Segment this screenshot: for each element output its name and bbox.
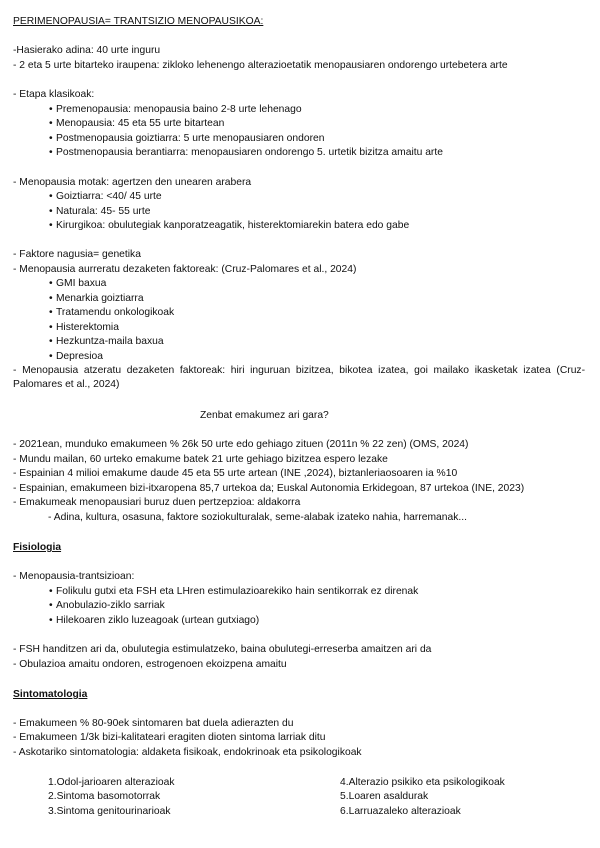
list-item: • Naturala: 45- 55 urte — [56, 205, 150, 218]
section-heading-faktoreak: - Menopausia aurreratu dezaketen faktoreak: (Cruz-Palomares et al., 2024) — [13, 264, 357, 275]
list-item: • Hezkuntza-maila baxua — [56, 335, 164, 348]
section-heading-fisiologia: Fisiologia — [13, 542, 62, 553]
list-item: • Depresioa — [56, 350, 103, 363]
list-item: • Anobulazio-ziklo sarriak — [56, 599, 165, 612]
stat-line: - Espainian 4 milioi emakume daude 45 eta 55 urte artean (INE ,2024), biztanleriaosoaren ia %10 — [13, 468, 458, 479]
list-item: • Folikulu gutxi eta FSH eta LHren estimulazioarekiko hain sentikorrak ez direnak — [56, 585, 418, 598]
symptom-category: 4.Alterazio psikiko eta psikologikoak — [340, 777, 505, 788]
section-heading-etapak: - Etapa klasikoak: — [13, 89, 95, 100]
sintoma-line: - Askotariko sintomatologia: aldaketa fisikoak, endokrinoak eta psikologikoak — [13, 747, 362, 758]
section-heading-motak: - Menopausia motak: agertzen den unearen arabera — [13, 177, 252, 188]
fisiologia-line: - FSH handitzen ari da, obulutegia estimulatzeko, baina obulutegi-erreserba amaitzen ari da — [13, 644, 432, 655]
sintoma-line: - Emakumeen % 80-90ek sintomaren bat duela adierazten du — [13, 718, 294, 729]
intro-line: -Hasierako adina: 40 urte inguru — [13, 45, 161, 56]
stat-line: - 2021ean, munduko emakumeen % 26k 50 urte edo gehiago zituen (2011n % 22 zen) (OMS, 2024) — [13, 439, 469, 450]
symptom-category: 1.Odol-jarioaren alterazioak — [48, 777, 175, 788]
fisiologia-line: - Obulazioa amaitu ondoren, estrogenoen ekoizpena amaitu — [13, 659, 287, 670]
list-item: • Histerektomia — [56, 321, 119, 334]
list-item: • Kirurgikoa: obulutegiak kanporatzeagatik, histerektomiarekin batera edo gabe — [56, 219, 409, 232]
section-heading-zenbat: Zenbat emakumez ari gara? — [200, 410, 329, 421]
delay-factors-paragraph: - Menopausia atzeratu dezaketen faktoreak: hiri inguruan bizitzea, bikotea izatea, goi mailako ikasketak izatea (Cruz-Palomares et al., 2024) — [13, 365, 585, 390]
stat-line: - Emakumeak menopausiari buruz duen pertzepzioa: aldakorra — [13, 497, 301, 508]
symptom-category: 2.Sintoma basomotorrak — [48, 791, 161, 802]
list-item: • Tratamendu onkologikoak — [56, 306, 174, 319]
stat-line: - Mundu mailan, 60 urteko emakume batek 21 urte gehiago bizitzea espero lezake — [13, 454, 388, 465]
stat-line: - Espainian, emakumeen bizi-itxaropena 85,7 urtekoa da; Euskal Autonomia Erkidegoan, 87 urtekoa (INE, 2023) — [13, 483, 525, 494]
sintoma-line: - Emakumeen 1/3k bizi-kalitateari eragiten dioten sintoma larriak ditu — [13, 732, 326, 743]
section-heading-sintomatologia: Sintomatologia — [13, 689, 88, 700]
list-item: • Menarkia goiztiarra — [56, 292, 144, 305]
symptom-category: 6.Larruazaleko alterazioak — [340, 806, 461, 817]
list-item: • Goiztiarra: <40/ 45 urte — [56, 190, 162, 203]
faktore-nagusia: - Faktore nagusia= genetika — [13, 249, 141, 260]
document-title: PERIMENOPAUSIA= TRANTSIZIO MENOPAUSIKOA: — [13, 16, 264, 27]
list-item: • Hilekoaren ziklo luzeagoak (urtean gutxiago) — [56, 614, 259, 627]
list-item: • Menopausia: 45 eta 55 urte bitartean — [56, 117, 224, 130]
symptom-category: 3.Sintoma genitourinarioak — [48, 806, 171, 817]
symptom-category: 5.Loaren asaldurak — [340, 791, 429, 802]
stat-subline: - Adina, kultura, osasuna, faktore soziokulturalak, seme-alabak izateko nahia, harremanak... — [48, 512, 467, 523]
list-item: • Premenopausia: menopausia baino 2-8 urte lehenago — [56, 103, 302, 116]
list-item: • GMI baxua — [56, 277, 106, 290]
list-item: • Postmenopausia berantiarra: menopausiaren ondorengo 5. urtetik bizitza amaitu arte — [56, 146, 443, 159]
intro-line: - 2 eta 5 urte bitarteko iraupena: zikloko lehenengo alterazioetatik menopausiaren ondorengo urtebetera arte — [13, 60, 508, 71]
list-item: • Postmenopausia goiztiarra: 5 urte menopausiaren ondoren — [56, 132, 324, 145]
fisiologia-intro: - Menopausia-trantsizioan: — [13, 571, 135, 582]
